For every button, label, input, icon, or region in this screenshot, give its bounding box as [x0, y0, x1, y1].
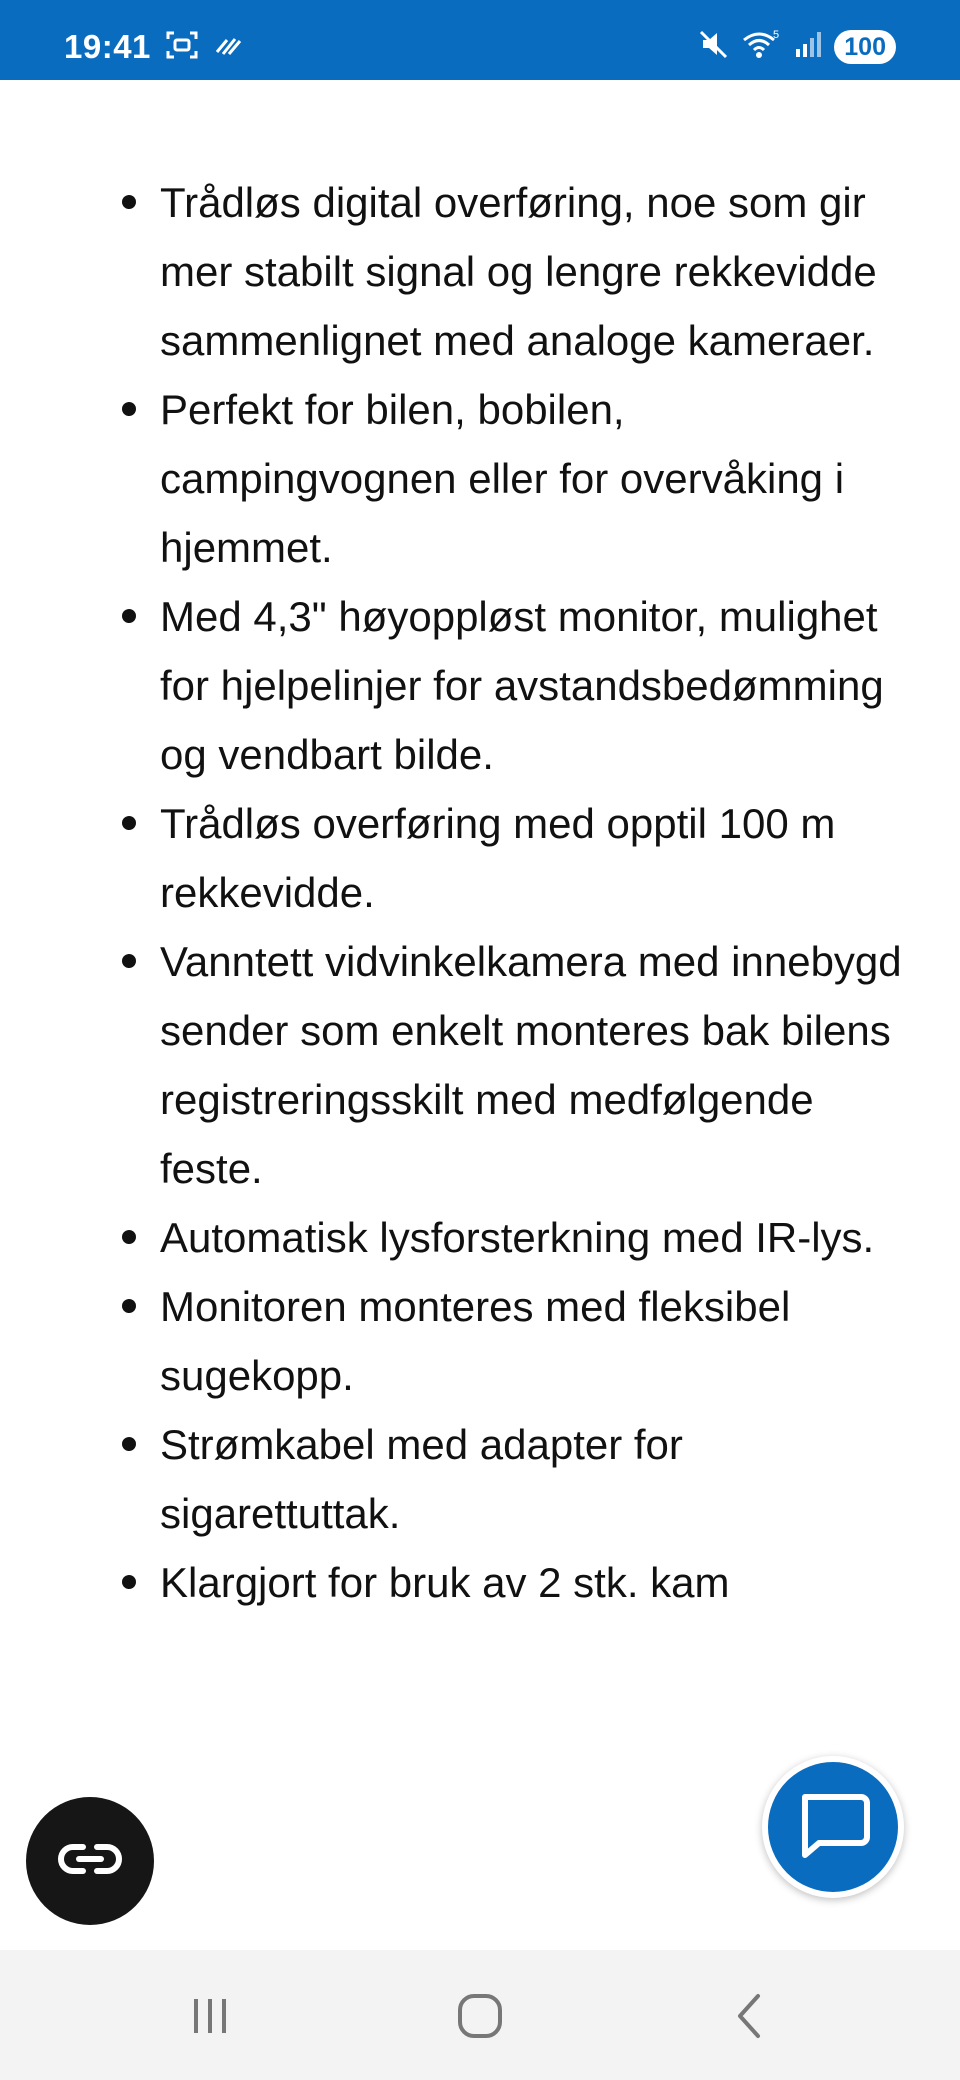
feature-item: Klargjort for bruk av 2 stk. kam [160, 1548, 920, 1617]
feature-item: Strømkabel med adapter for sigarettuttak. [160, 1410, 920, 1548]
link-button[interactable] [26, 1797, 154, 1925]
feature-item: Vanntett vidvinkelkamera med innebygd sender som enkelt monteres bak bilens registreringsskilt med medfølgende feste. [160, 927, 920, 1203]
wifi-icon [742, 28, 782, 65]
product-description [0, 80, 960, 1950]
feature-item: Trådløs overføring med opptil 100 m rekkevidde. [160, 789, 920, 927]
home-button[interactable] [450, 1988, 510, 2048]
nfc-icon [213, 30, 243, 65]
status-bar [0, 0, 960, 80]
chat-icon [795, 1789, 871, 1866]
signal-icon [794, 29, 822, 64]
feature-item: Med 4,3" høyoppløst monitor, mulighet for hjelpelinjer for avstandsbedømming og vendbart bilde. [160, 582, 920, 789]
feature-list [160, 168, 920, 1617]
link-icon [57, 1842, 123, 1881]
mute-icon [698, 28, 730, 65]
feature-item: Perfekt for bilen, bobilen, campingvognen eller for overvåking i hjemmet. [160, 375, 920, 582]
status-right-icons [698, 28, 896, 65]
feature-item: Automatisk lysforsterkning med IR-lys. [160, 1203, 920, 1272]
back-icon [730, 1992, 770, 2045]
screenshot-icon [165, 30, 199, 65]
battery-badge: 100 [834, 30, 896, 64]
status-left-icons [165, 30, 243, 65]
chat-button[interactable] [762, 1756, 904, 1898]
back-button[interactable] [720, 1988, 780, 2048]
svg-text:5: 5 [773, 29, 780, 41]
feature-item: Monitoren monteres med fleksibel sugekopp. [160, 1272, 920, 1410]
home-icon [456, 1992, 504, 2045]
status-time: 19:41 [64, 28, 151, 65]
feature-item: Trådløs digital overføring, noe som gir mer stabilt signal og lengre rekkevidde sammenlignet med analoge kameraer. [160, 168, 920, 375]
recent-apps-icon [188, 1994, 232, 2043]
recent-apps-button[interactable] [180, 1988, 240, 2048]
navigation-bar [0, 1950, 960, 2080]
